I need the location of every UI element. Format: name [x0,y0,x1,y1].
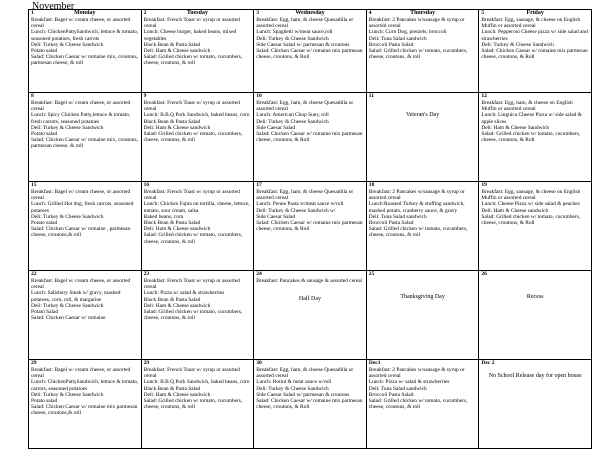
menu-item: Deli: Turkey & Cheese Sandwich [31,302,104,309]
menu-item: Breakfast: Egg, ham, & cheese on English Muffin or assorted cereal [481,100,573,113]
menu-item: Salad: Chicken Caesar w/ romaine mix parmesan cheese, croutons, & Roll [481,48,588,61]
day-cell [366,10,479,93]
day-header [481,93,589,100]
day-number: 19 [481,182,487,188]
menu-item: Breakfast: French Toast w/ syrup or assorted cereal [143,367,240,380]
menu-item: Salad: Chicken Caesar w/ romaine mix parmesan cheese, croutons, & Roll [256,398,363,411]
lunch-calendar [28,9,592,449]
menu-item: Lunch: ChickenPattySandwich, lettuce & tomato, seasoned potatoes, fresh carrots [31,29,139,42]
day-cell [479,93,592,182]
menu-item: Deli: Tuna Salad sandwich [368,213,427,220]
menu-item: Breakfast: Egg, ham, & cheese Quesadilla or assorted cereal [256,367,354,380]
menu-item: Breakfast: Egg, ham, & cheese Quesadilla or assorted cereal [256,17,354,30]
menu-item: Lunch: B.B.Q Pork Sandwich, baked beans, corn [143,112,250,119]
day-note: Half Day [298,296,322,303]
menu-item: Lunch: Corn Dog, pretzels, broccoli [368,29,447,36]
menu-item: Potato salad [31,220,58,227]
menu-item: Side Caesar Salad w/ parmesan & croutons [256,391,350,398]
day-number: 24 [256,271,262,277]
menu-item: Lunch: Salisbury Steak w/ gravy, mashed potatoes, corn, roll, & margarine [31,290,121,303]
menu-item: Breakfast: 2 Pancakes w/sausage & syrup or assorted cereal [368,367,465,380]
day-cell [141,271,254,360]
day-header [481,271,589,278]
menu-item: Lunch: B.B.Q Pork Sandwich, baked beans, corn [143,379,250,386]
menu-item: Breakfast: Egg, sausage, & cheese on English Muffin or assorted cereal [481,17,581,30]
menu-item: Baked beans, corn [143,213,184,220]
menu-item: Side Caesar Salad w/ parmesan & croutons [256,41,350,48]
menu-item: Deli: Ham & Cheese sandwich [143,302,211,309]
day-cell [366,93,479,182]
day-header [481,10,589,17]
menu-item: Lunch: Grilled Hot dog, fresh carrots, seasoned potatoes [31,201,134,214]
day-cell [29,10,142,93]
day-number: 5 [481,10,485,16]
menu-item: Breakfast: French Toast w/ syrup or assorted cereal [143,278,240,291]
menu-item: Salad: Grilled chicken w/ tomato, cucumbers, cheese, croutons, & roll [143,131,243,144]
menu-item: Salad: Chicken Caesar w/ romaine mix, croutons, parmesan cheese, & roll [31,54,138,67]
day-cell [29,93,142,182]
menu-item: Breakfast: Egg, ham, & cheese Quesadilla or assorted cereal [256,189,354,202]
weekday-name: Tuesday [186,10,208,16]
menu-item: Salad: Grilled chicken w/ tomato, cucumbers, cheese, croutons, & roll [368,398,468,411]
menu-item: Potato salad [31,48,58,55]
page-title: November [32,1,75,12]
menu-item: Deli: Turkey & Cheese Sandwich [256,118,329,125]
day-header [31,182,139,189]
day-header [31,360,139,367]
menu-item: Salad: Grilled chicken w/ tomato, cucumbers, cheese, croutons, & Roll [481,213,581,227]
day-header [144,10,252,17]
menu-item: Deli: Turkey & Cheese Sandwich [31,213,104,220]
menu-item: Salad: Grilled chicken w/ tomato, cucumbers, cheese, croutons, & roll [143,54,243,67]
day-cell [366,182,479,271]
day-note: No School Release day for open house [488,373,582,379]
day-note: Veteran's Day [405,112,440,118]
menu-item: Salad: Chicken Caesar w/ romaine , parmesan cheese, croutons,& roll [31,226,131,239]
day-number: 4 [368,10,372,16]
menu-item: Lunch: Cheese Pizza w/ side salad & peaches [481,201,580,208]
day-note: Recess [526,294,544,300]
day-cell [29,271,142,360]
week-row [29,360,592,449]
menu-item: Deli: Turkey & Cheese Sandwich [256,385,329,392]
day-header [369,271,477,278]
menu-item: Deli: Tuna Salad sandwich [368,35,427,42]
menu-item: Broccoli Pasta Salad [368,391,414,398]
day-cell [141,360,254,449]
menu-item: Deli: Ham & Cheese sandwich [143,124,211,131]
day-cell [29,360,142,449]
day-number: 22 [31,271,37,277]
day-header [144,360,252,367]
menu-item: Potato salad [31,131,58,138]
menu-item: Potato Salad [31,309,59,316]
weekday-name: Wednesday [295,10,325,16]
menu-item: Deli: Ham & Cheese sandwich [481,207,549,214]
menu-item: Lunch: Pizza w/ salad & strawberries [368,379,450,386]
menu-item: Salad: Chicken Caesar w/ romaine mix parmesan cheese, croutons, & Roll [256,220,363,233]
day-header [481,360,589,367]
day-header [369,93,477,100]
day-header [256,182,364,189]
menu-item: Broccoli Pasta Salad [368,220,414,227]
day-cell [479,10,592,93]
day-number: 9 [143,93,147,99]
menu-item: Black Bean & Pasta Salad [143,385,201,392]
day-cell [254,182,367,271]
weekday-name: Monday [74,10,96,16]
day-header [144,93,252,100]
menu-item: Lunch: Rotini & meat sauce w/roll [256,379,332,386]
menu-item: Black Bean & Pasta Salad [143,296,201,303]
day-cell [479,182,592,271]
menu-item: Salad: Chicken Caesar w/ romaine mix parmesan cheese, croutons,& roll [31,404,138,417]
weekday-name: Friday [526,10,544,16]
menu-item: Breakfast: Egg, sausage, & cheese on English Muffin or assorted cereal [481,189,581,202]
week-row [29,182,592,271]
menu-item: Deli: Turkey & Cheese Sandwich [31,41,104,48]
menu-item: Potato salad [31,398,58,405]
day-cell [366,360,479,449]
day-header [481,182,589,189]
day-cell [141,182,254,271]
day-header [31,271,139,278]
menu-item: Salad: Grilled chicken w/ tomato, cucumbers, cheese, croutons, & roll [143,232,243,245]
day-number: 26 [481,271,487,277]
menu-item: Breakfast: French Toast w/ syrup or assorted cereal [143,100,240,113]
day-header [144,271,252,278]
menu-item: Salad: Chicken Caesar w/ romaine [31,315,106,322]
day-number: 2 [143,10,147,16]
day-header [256,93,364,100]
menu-item: Salad: Chicken Caesar w/ romaine mix, croutons, parmesan cheese, & roll [31,137,138,150]
menu-item: Salad: Grilled chicken w/ tomato, cucumbers, cheese, croutons, & roll [368,48,468,61]
menu-item: Deli: Ham & Cheese Sandwich [481,124,550,131]
day-cell [254,93,367,182]
week-row [29,10,592,93]
menu-item: Salad: Grilled chicken w/ tomato, cucumbers, cheese, croutons, & Roll [481,131,581,144]
menu-item: Lunch: ChickenPattySandwich, lettuce & tomato, carrots, seasoned potatoes [31,379,139,392]
menu-item: Side Caesar Salad [256,124,296,131]
day-header [144,182,252,189]
day-cell [141,10,254,93]
day-cell [254,271,367,360]
day-number: 18 [368,182,375,188]
menu-item: Black Bean & Pasta Salad [143,41,201,48]
menu-item: Lunch: Cheese burger, baked beans, mixed vegetables [143,29,237,42]
menu-item: Breakfast: Bagel w/ cream cheese, or assorted cereal [31,278,131,291]
day-cell [141,93,254,182]
menu-item: Black Bean & Pasta Salad [143,220,201,227]
day-header [369,10,477,17]
menu-item: Lunch:Roasted Turkey & stuffing sandwich, mashed potato, cranberry sauce, & gravy [368,201,465,214]
menu-item: Deli: Tuna Salad sandwich [368,385,427,392]
menu-item: Salad: Chicken Caesar w/ romaine mix parmesan cheese, croutons, & Roll [256,48,363,61]
menu-item: Side Caesar Salad [256,213,296,220]
menu-item: Breakfast: French Toast w/ syrup or assorted cereal [143,189,240,202]
menu-item: Breakfast: Bagel w/ cream cheese, or assorted cereal [31,100,131,113]
menu-item: Salad: Grilled chicken w/ tomato, cucumbers, cheese, croutons, & roll [368,226,468,239]
menu-item: Lunch: Spicy Chicken Patty,lettuce & tomato, fresh carrots, seasoned potatoes [31,112,131,125]
day-number: 30 [256,360,262,366]
day-cell [29,182,142,271]
menu-item: Deli: Ham & Cheese sandwich [143,226,211,233]
day-number: 11 [368,93,375,99]
menu-item: Lunch: Spaghetti w/meat sauce,roll [256,29,333,36]
day-header [369,360,477,367]
day-header [256,271,364,278]
menu-item: Deli: Turkey & Cheese Sandwich [256,35,329,42]
day-header [256,10,364,17]
day-number: Dec 2 [481,360,495,366]
day-cell [254,360,367,449]
day-header [256,360,364,367]
day-cell [366,271,479,360]
day-number: 1 [31,10,34,16]
menu-item: Lunch: Linguica Cheese Pizza w/ side salad & apple slices [481,112,582,125]
day-number: 25 [368,271,375,277]
menu-item: Breakfast: Pancakes & sausage & assorted cereal [256,278,363,284]
day-number: 3 [256,10,259,16]
menu-item: Deli: Turkey & Cheese Sandwich [31,124,104,131]
menu-item: Salad: Chicken Caesar w/ romaine mix parmesan cheese, croutons, & Roll [256,131,363,144]
menu-item: Deli: Turkey & Cheese Sandwich w/ [256,207,336,214]
weekday-name: Thursday [410,10,436,16]
menu-item: Breakfast: Bagel w/ cream cheese, or assorted cereal [31,189,131,202]
menu-item: Lunch: American Chop Suey, roll [256,112,329,119]
day-number: 17 [256,182,262,188]
menu-item: Breakfast: 2 Pancakes w/sausage & syrup or assorted cereal [368,189,465,202]
day-number: 16 [143,182,150,188]
day-number: 29 [143,360,150,366]
menu-item: Breakfast: Bagel w/ cream cheese, or assorted cereal [31,17,131,30]
week-row [29,271,592,360]
menu-item: Salad: Grilled chicken w/ tomato, cucumbers, cheese, croutons, & roll [143,309,243,322]
day-number: 15 [31,182,37,188]
menu-item: Broccoli Pasta Salad [368,41,414,48]
day-number: 23 [143,271,150,277]
day-cell [254,10,367,93]
menu-item: Lunch: Pepperoni Cheese pizza w/ side salad and strawberries [481,29,588,42]
menu-item: Deli: Ham & Cheese sandwich [143,48,211,55]
day-number: 12 [481,93,487,99]
menu-item: Lunch: Pizza w/ salad & strawberries [143,290,225,297]
day-cell [479,271,592,360]
menu-item: Deli: Ham & Cheese sandwich [143,391,211,398]
menu-item: Breakfast: Bagel w/ cream cheese, or assorted cereal [31,367,131,380]
menu-item: Deli: Turkey & Cheese Sandwich [481,41,554,48]
menu-item: Black Bean & Pasta Salad [143,118,201,125]
day-number: Dec1 [368,360,381,366]
week-row [29,93,592,182]
day-number: 8 [31,93,34,99]
day-header [369,182,477,189]
menu-item: Salad: Grilled chicken w/ tomato, cucumbers, cheese, croutons, & roll [143,398,243,411]
menu-item: Breakfast: Egg, ham, & cheese Quesadilla or assorted cereal [256,100,354,113]
day-note: Thanksgiving Day [400,294,445,300]
day-cell [479,360,592,449]
day-header [31,10,139,17]
day-number: 29 [31,360,37,366]
day-header [31,93,139,100]
menu-item: Breakfast: 2 Pancakes w/sausage & syrup or assorted cereal [368,17,465,30]
menu-item: Deli: Turkey & Cheese Sandwich [31,391,104,398]
menu-item: Lunch: Chicken Fajita on tortilla, cheese, lettuce, tomato, sour cream, salsa [143,201,250,214]
menu-item: Lunch: Penne Pasta w/meat sauce w/roll [256,201,344,208]
menu-item: Breakfast: French Toast w/ syrup or assorted cereal [143,17,240,30]
day-number: 10 [256,93,262,99]
